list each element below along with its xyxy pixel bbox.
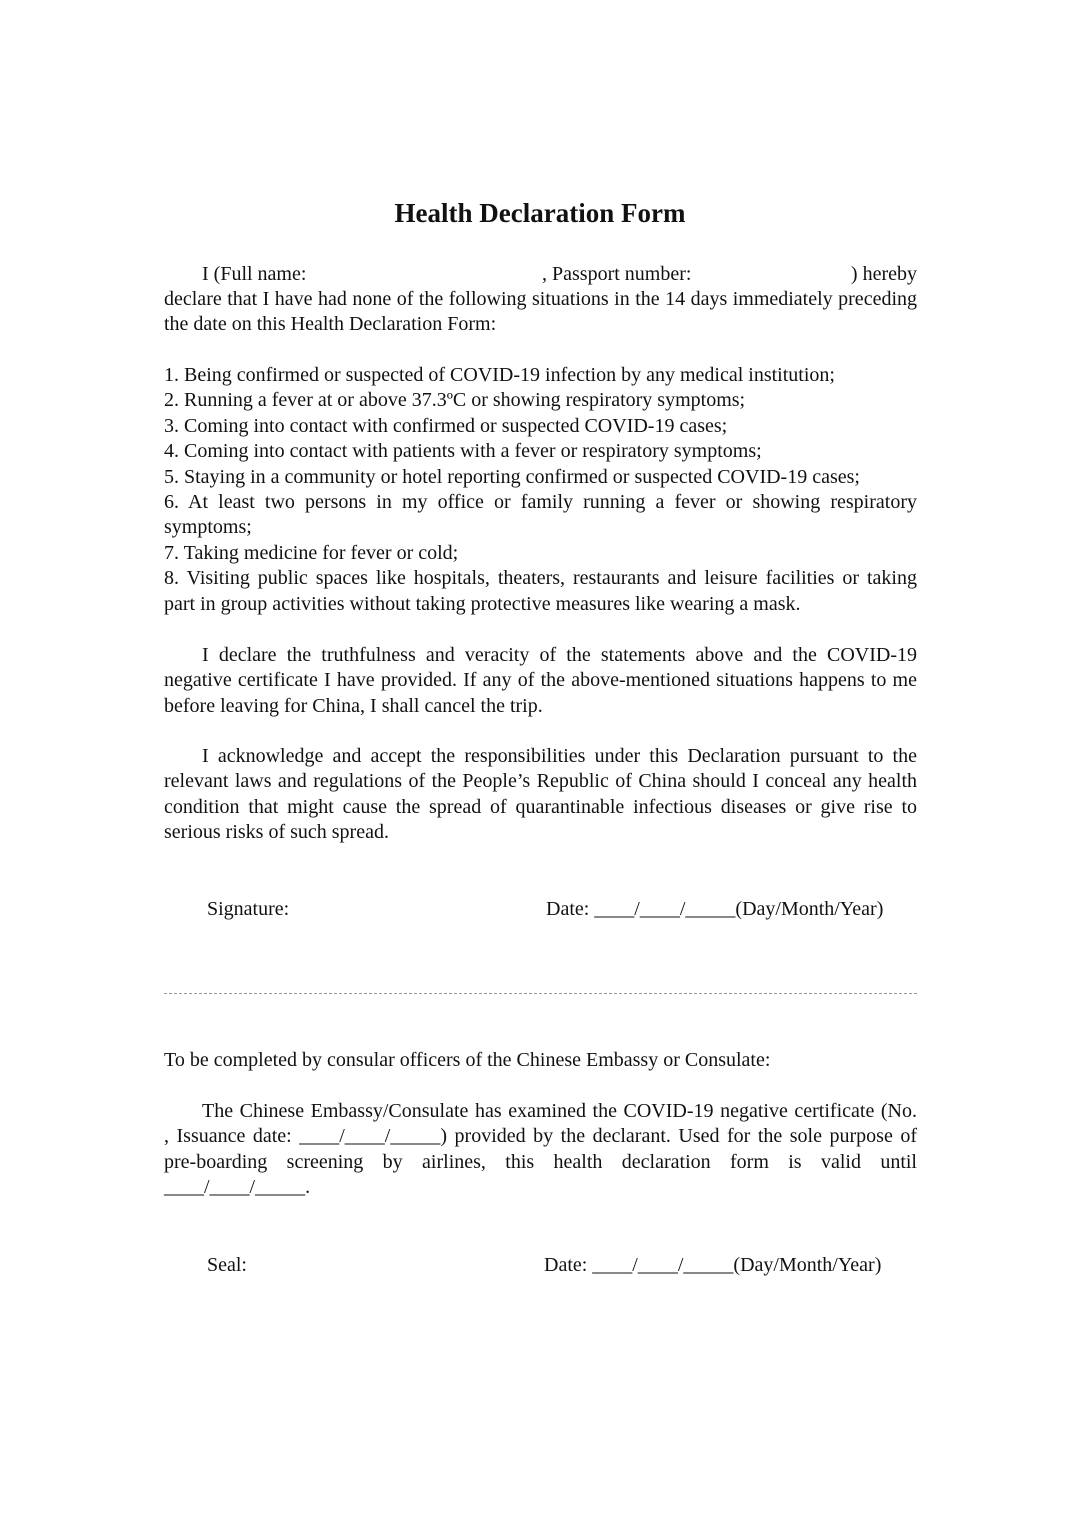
hereby-text: ) hereby [850, 263, 917, 285]
list-item: 1. Being confirmed or suspected of COVID-19 infection by any medical institution; [164, 364, 835, 386]
consular-paragraph: The Chinese Embassy/Consulate has examined the COVID-19 negative certificate (No. , Issuance date: ____/____/_____) provided by the declarant. Used for the sole purpose of pre-boarding screening by airlines, this health declaration form is valid until ____/____/_____. [164, 1100, 1007, 1199]
form-title: Health Declaration Form [394, 198, 686, 228]
passport-number-label: , Passport number: [542, 263, 692, 285]
signature-date-field: Date: ____/____/_____(Day/Month/Year) [546, 898, 884, 920]
seal-label: Seal: [207, 1254, 247, 1276]
seal-date-field: Date: ____/____/_____(Day/Month/Year) [544, 1254, 882, 1276]
consular-heading: To be completed by consular officers of the Chinese Embassy or Consulate: [164, 1049, 771, 1071]
intro-first-line [164, 262, 917, 288]
list-item: 4. Coming into contact with patients with a fever or respiratory symptoms; [164, 440, 762, 463]
list-item: 3. Coming into contact with confirmed or suspected COVID-19 cases; [164, 414, 728, 437]
list-item: 7. Taking medicine for fever or cold; [164, 541, 459, 564]
list-item: 8. Visiting public spaces like hospitals, theaters, restaurants and leisure facilities or taking part in group activities without taking protective measures like wearing a mask. [164, 567, 917, 615]
list-item: 5. Staying in a community or hotel reporting confirmed or suspected COVID-19 cases; [164, 465, 860, 488]
acknowledgement-paragraph: I acknowledge and accept the responsibilities under this Declaration pursuant to the relevant laws and regulations of the People’s Republic of China should I conceal any health condition that might cause the spread of quarantinable infectious diseases or give rise to serious risks of such spread. [164, 745, 917, 844]
intro-continuation: declare that I have had none of the following situations in the 14 days immediately preceding the date on this Health Declaration Form: [164, 288, 917, 336]
cut-line-divider [164, 993, 917, 994]
situations-list [164, 363, 917, 617]
signature-label: Signature: [207, 898, 290, 920]
list-item: 2. Running a fever at or above 37.3ºC or showing respiratory symptoms; [164, 389, 746, 412]
list-item: 6. At least two persons in my office or family running a fever or showing respiratory symptoms; [164, 491, 917, 539]
full-name-label: I (Full name: [202, 263, 307, 285]
declaration-paragraph: I declare the truthfulness and veracity of the statements above and the COVID-19 negative certificate I have provided. If any of the above-mentioned situations happens to me before leaving for China, I shall cancel the trip. [164, 644, 917, 717]
